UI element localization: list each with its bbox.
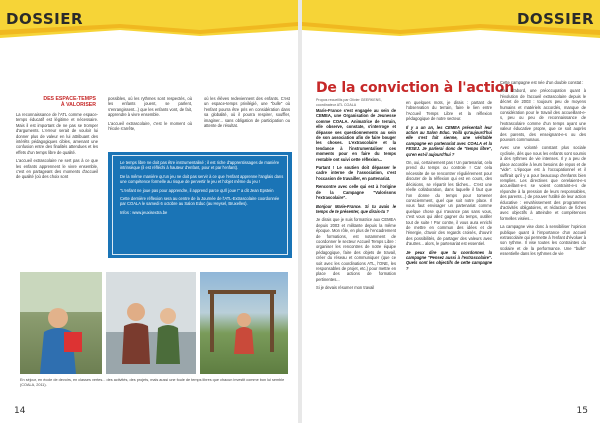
paragraph [316,165,396,181]
banner-left-label: DOSSIER [6,10,84,28]
paragraph: L'accueil extrascolaire ne sert pas à ce que les enfants apprennent le vivre ensemble, c'est en partageant des moments d'accueil de qualité (où des choix sont [16,158,98,180]
photo-child-outdoor [20,272,102,374]
photo-caption: En séjour, en école de devoirs, en classes vertes... des activités, des projets, mais aussi une foule de temps libres que chacun investit comme bon lui semble (COALA, 2011). [20,378,285,387]
banner-left [0,0,298,48]
right-column-2 [406,100,492,274]
paragraph: La campagne vise donc à sensibiliser l'opinion publique quant à l'importance d'un accueil extrascolaire qui permette à l'enfant d'évoluer à son rythme. Il vise toutes les contraintes du scolaire et de la performance. Une "bulle" essentielle dans les rythmes de vie [500,224,586,257]
page-left [0,0,298,423]
photo-child-outdoor-figure [20,272,102,374]
article-title: De la conviction à l'action [316,80,514,96]
paragraph: Cette campagne est née d'un double constat : [500,80,584,85]
intro-paragraph-2: Partant ! Le soutien doit dépasser le cadre interne de l'association, c'est l'occasion de travailler, en partenariat. [316,165,396,181]
left-column-2 [108,96,192,134]
paragraph: On, oui, certainement pas ! Un partenariat, cela prend du temps ou controle ! Car cela nécessite de se rencontrer régulièrement pour discuter de la réflexion qui est en cours, des décisions, se répartir les tâches... C'est une réelle collaboration, dans laquelle il faut que l'on donne du temps pour tomener consciemment, quel que soit notre place. Il vous faut envisager un partenariat comme quelque chose qui n'avance pas sans vous, c'est vous qui allez gagner du temps, outiller tout de suite ! Par contre, il vous aura enrichi de mettre en commun des idées et de l'énergie, d'avoir des regards croisés, d'ouvrir des possibilités, de partager des valeurs avec d'autres... alors, le partenariat est essentiel. [406,160,493,247]
left-column-3 [204,96,290,131]
question-text: Bonjour Marie-France. Si tu avais le temps de te présenter, que dirais-tu ? [316,203,396,214]
question-text: Il y a un an, les CEMEA présentait leur action au Salon Educ. Voilà qu'aujourd'hui elle s'est fait sienne, une véritable campagne en partenariat avec COALA et la FESEJ. Je parlerai donc de "temps libre", qu'en est-il aujourd'hui ? [406,124,492,157]
paragraph: La reconnaissance de l'ATL comme espace-temps éducatif est légitime et nécessaire. Mais il est important de ne pas se tromper d'arguments. L'erreur serait de vouloir lui donner plus de valeur en lui attribuant des intérêts pédagogiques cibles, amenant une confusion entre des finalités attendues et les effets d'un temps libre de qualité. [16,112,98,155]
banner-right-label: DOSSIER [516,10,594,28]
quote-box [108,152,292,258]
right-column-1 [316,108,396,294]
quote-paragraph: Le temps libre ne doit pas être instrumentalisé ; il est riche d'apprentissages de manière intrinsèque (il est réfléchi à hauteur d'enfant, pour et par l'enfant). [120,160,280,171]
subhead-line-1: DES ESPACE-TEMPS [43,96,96,102]
page-right [302,0,600,423]
paragraph: où les élèves redeviennent des enfants. C'est un espace-temps privilégié, une "bulle" où l'enfant pourra être pris en considération dans sa globalité, où il pourra respirer, souffler, imaginer... sans obligation de participation ou attente de résultat. [204,96,290,129]
paragraph [316,108,396,162]
paragraph: Tout d'abord, une préoccupation quant à l'évolution de l'accueil extrascolaire depuis le décret de 2003 : toujours peu de moyens humains et matériels accordés, manque de considération pour le travail des accueillant-e-s, peu ou peu de reconnaissance de l'extrascolaire comme d'un temps ayant une valeur éducative propre, que ce soit auprès des parents, des enseignant-e-s ou des pouvoirs communaux. [500,88,586,143]
photo-children-activity-figure [106,272,196,374]
page-number-left: 14 [14,406,26,416]
photo-child-playground-figure [200,272,288,374]
question-text: Je peux dire que tu coordonnes la campagne "Pensez aussi à l'extrascolaire". Quels sont les objectifs de cette campagne ? [406,249,492,271]
paragraph: Je dirais que je suis formatrice aux CEMEA depuis 2003 et militante depuis la même époque. Mon rôle, en plus de l'encadrement de formations, est notamment de coordonner le secteur Accueil Temps Libre : organiser les rencontres de notre équipe pédagogique, faire des objets de travail, créer du réseau et communiquer (que ce soit avec les coordinations ATL, l'ONE, les responsables de projet, etc.) pour mettre en place des actions de formation pertinentes... [316,217,396,282]
paragraph: Avec une volonté constant plus sociale cyclisée, dès que nous les enfants sont soumis à des rythmes de vie intenses. Il y a peu de place accordée à leurs besoins de repos et de "vide". L'époque est à l'occupationnel et il suffirait qu'il y a pour beaucoup d'enfants bien remplies. Les directives que cerelaient-e-s accueillant-e-s se voient contraint-e-s de répondre à la pression de leurs responsables, des parents...) de prouver l'utilité de leur action éducative : envahissement des programmes d'activités obligatoires, et rédaction de fiches avec objectifs à atteindre et compétences formelles visées... [500,145,586,221]
paragraph: en quelques mots, je dirais : partant de l'observation du terrain, faire le lien entre l'Accueil Temps Libre et la réflexion pédagogique de notre secteur. [406,100,492,122]
section-subhead [16,96,96,109]
quote-paragraph: Cette dernière réflexion sera au centre de la Journée de l'ATL-Extrascolaire coordonnée par COALA le samedi 6 octobre au Salon Educ (au Heysel, Bruxelles). [120,196,280,207]
paragraph: Si je devais résumer mon travail [316,285,375,291]
quote-link[interactable]: Infos : www.jeuxisextra.be [120,209,168,215]
quote-paragraph: De la même manière qu'un jeu ne doit pas servir à ce que l'enfant apprenne l'anglais dans une compétence formelle au risque de pervertir le jeu et l'objet même du jeu ! [120,173,284,185]
left-column-1 [16,112,98,183]
intro-paragraph-3: Rencontre avec celle qui est à l'origine de la Campagne "Valorisons l'extrascolaire". [316,184,396,201]
question [406,125,492,157]
paragraph: L'accueil extrascolaire, c'est le moment où l'école s'arrête, [108,120,192,132]
banner-right [302,0,600,48]
intro-paragraph: Marie-France s'est engagée au sein de CEMEA, une Organisation de Jeunesse comme COALA. Animatrice de terrain, elle observe, constate, s'interroge et dépasse ses questionnements au sein de son association afin de faire bouger les choses. L'extrascolaire et la tendance à l'instrumentaliser ces moments pour en faire du temps rentable ont suivi cette réflexion... [316,108,396,162]
quote-paragraph: "L'enfant ne joue pas pour apprendre, il apprend parce qu'il joue !" a dit Jean Epstein [120,187,274,193]
question [406,250,492,272]
article-byline: Propos recueillis par Olivier GEERKENS, coordinateur ATL COALA [316,98,382,107]
paragraph: possibles, où les rythmes sont respectés, où les enfants jouent, se parlent, s'enrangissent...) que les enfants vont, de fait, apprendre à vivre ensemble. [108,96,192,118]
photo-children-activity [106,272,196,374]
page-number-right: 15 [576,406,588,416]
right-column-3 [500,80,586,260]
question [316,204,396,215]
photo-child-playground [200,272,288,374]
paragraph [316,184,396,200]
subhead-line-2: À VALORISER [60,102,96,109]
